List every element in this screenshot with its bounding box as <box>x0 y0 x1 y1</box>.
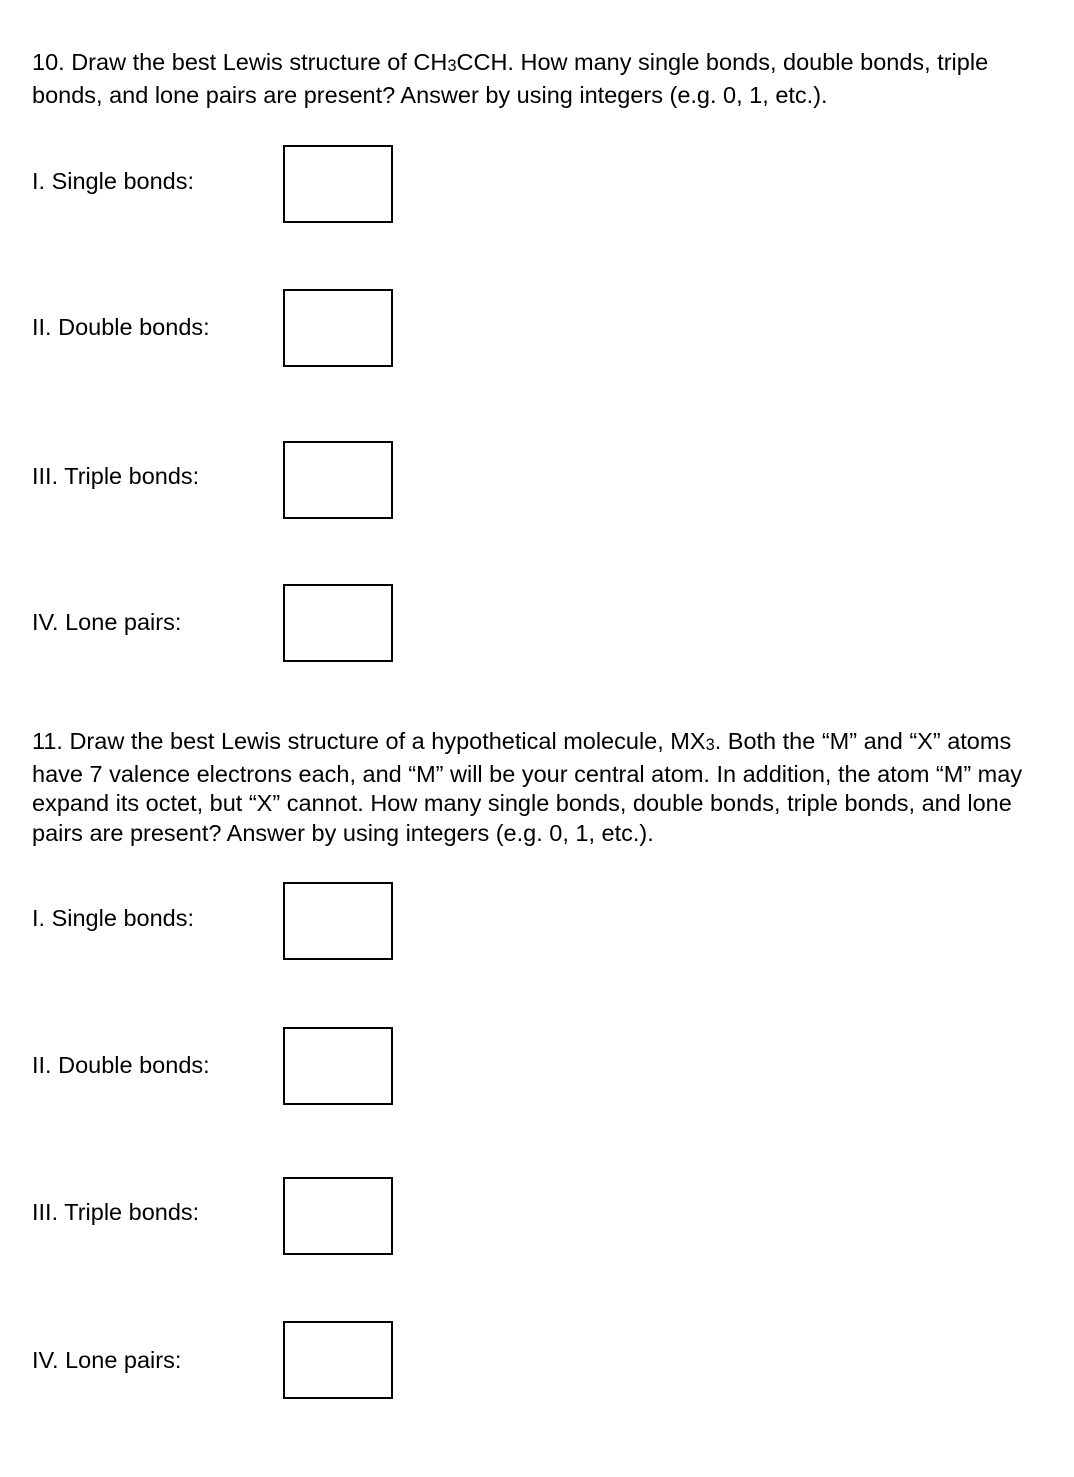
q10-lone-pairs-input[interactable] <box>283 584 393 662</box>
question-11-subscript: 3 <box>705 735 715 754</box>
q10-double-bonds-input[interactable] <box>283 289 393 367</box>
question-11-text-start: 11. Draw the best Lewis structure of a hypothetical molecule, MX <box>32 728 706 754</box>
q10-lone-pairs-label: IV. Lone pairs: <box>32 609 182 635</box>
question-11-text-end: . Both the “M” and “X” atoms have 7 valence electrons each, and “M” will be your central atom. In addition, the atom “M” may expand its octet, but “X” cannot. How many single bonds, double bonds, triple bonds, and lone pairs are present? Answer by using integers (e.g. 0, 1, etc.). <box>32 728 1023 846</box>
q10-double-bonds-label: II. Double bonds: <box>32 314 210 340</box>
q11-double-bonds-label: II. Double bonds: <box>32 1052 210 1078</box>
question-10-text-start: 10. Draw the best Lewis structure of CH <box>32 49 448 75</box>
q10-single-bonds-label: I. Single bonds: <box>32 168 194 194</box>
q10-triple-bonds-label: III. Triple bonds: <box>32 463 200 489</box>
q11-single-bonds-input[interactable] <box>283 882 393 960</box>
question-11-text <box>32 727 1042 848</box>
q11-triple-bonds-input[interactable] <box>283 1177 393 1255</box>
q10-single-bonds-input[interactable] <box>283 145 393 223</box>
q11-single-bonds-label: I. Single bonds: <box>32 905 194 931</box>
q11-double-bonds-input[interactable] <box>283 1027 393 1105</box>
question-10-subscript: 3 <box>447 56 457 75</box>
q11-lone-pairs-label: IV. Lone pairs: <box>32 1347 182 1373</box>
question-10-text-end: CCH. How many single bonds, double bonds, triple bonds, and lone pairs are present? Answer by using integers (e.g. 0, 1, etc.). <box>32 49 989 108</box>
q11-triple-bonds-label: III. Triple bonds: <box>32 1199 200 1225</box>
q10-triple-bonds-input[interactable] <box>283 441 393 519</box>
q11-lone-pairs-input[interactable] <box>283 1321 393 1399</box>
question-10-text <box>32 48 1042 110</box>
